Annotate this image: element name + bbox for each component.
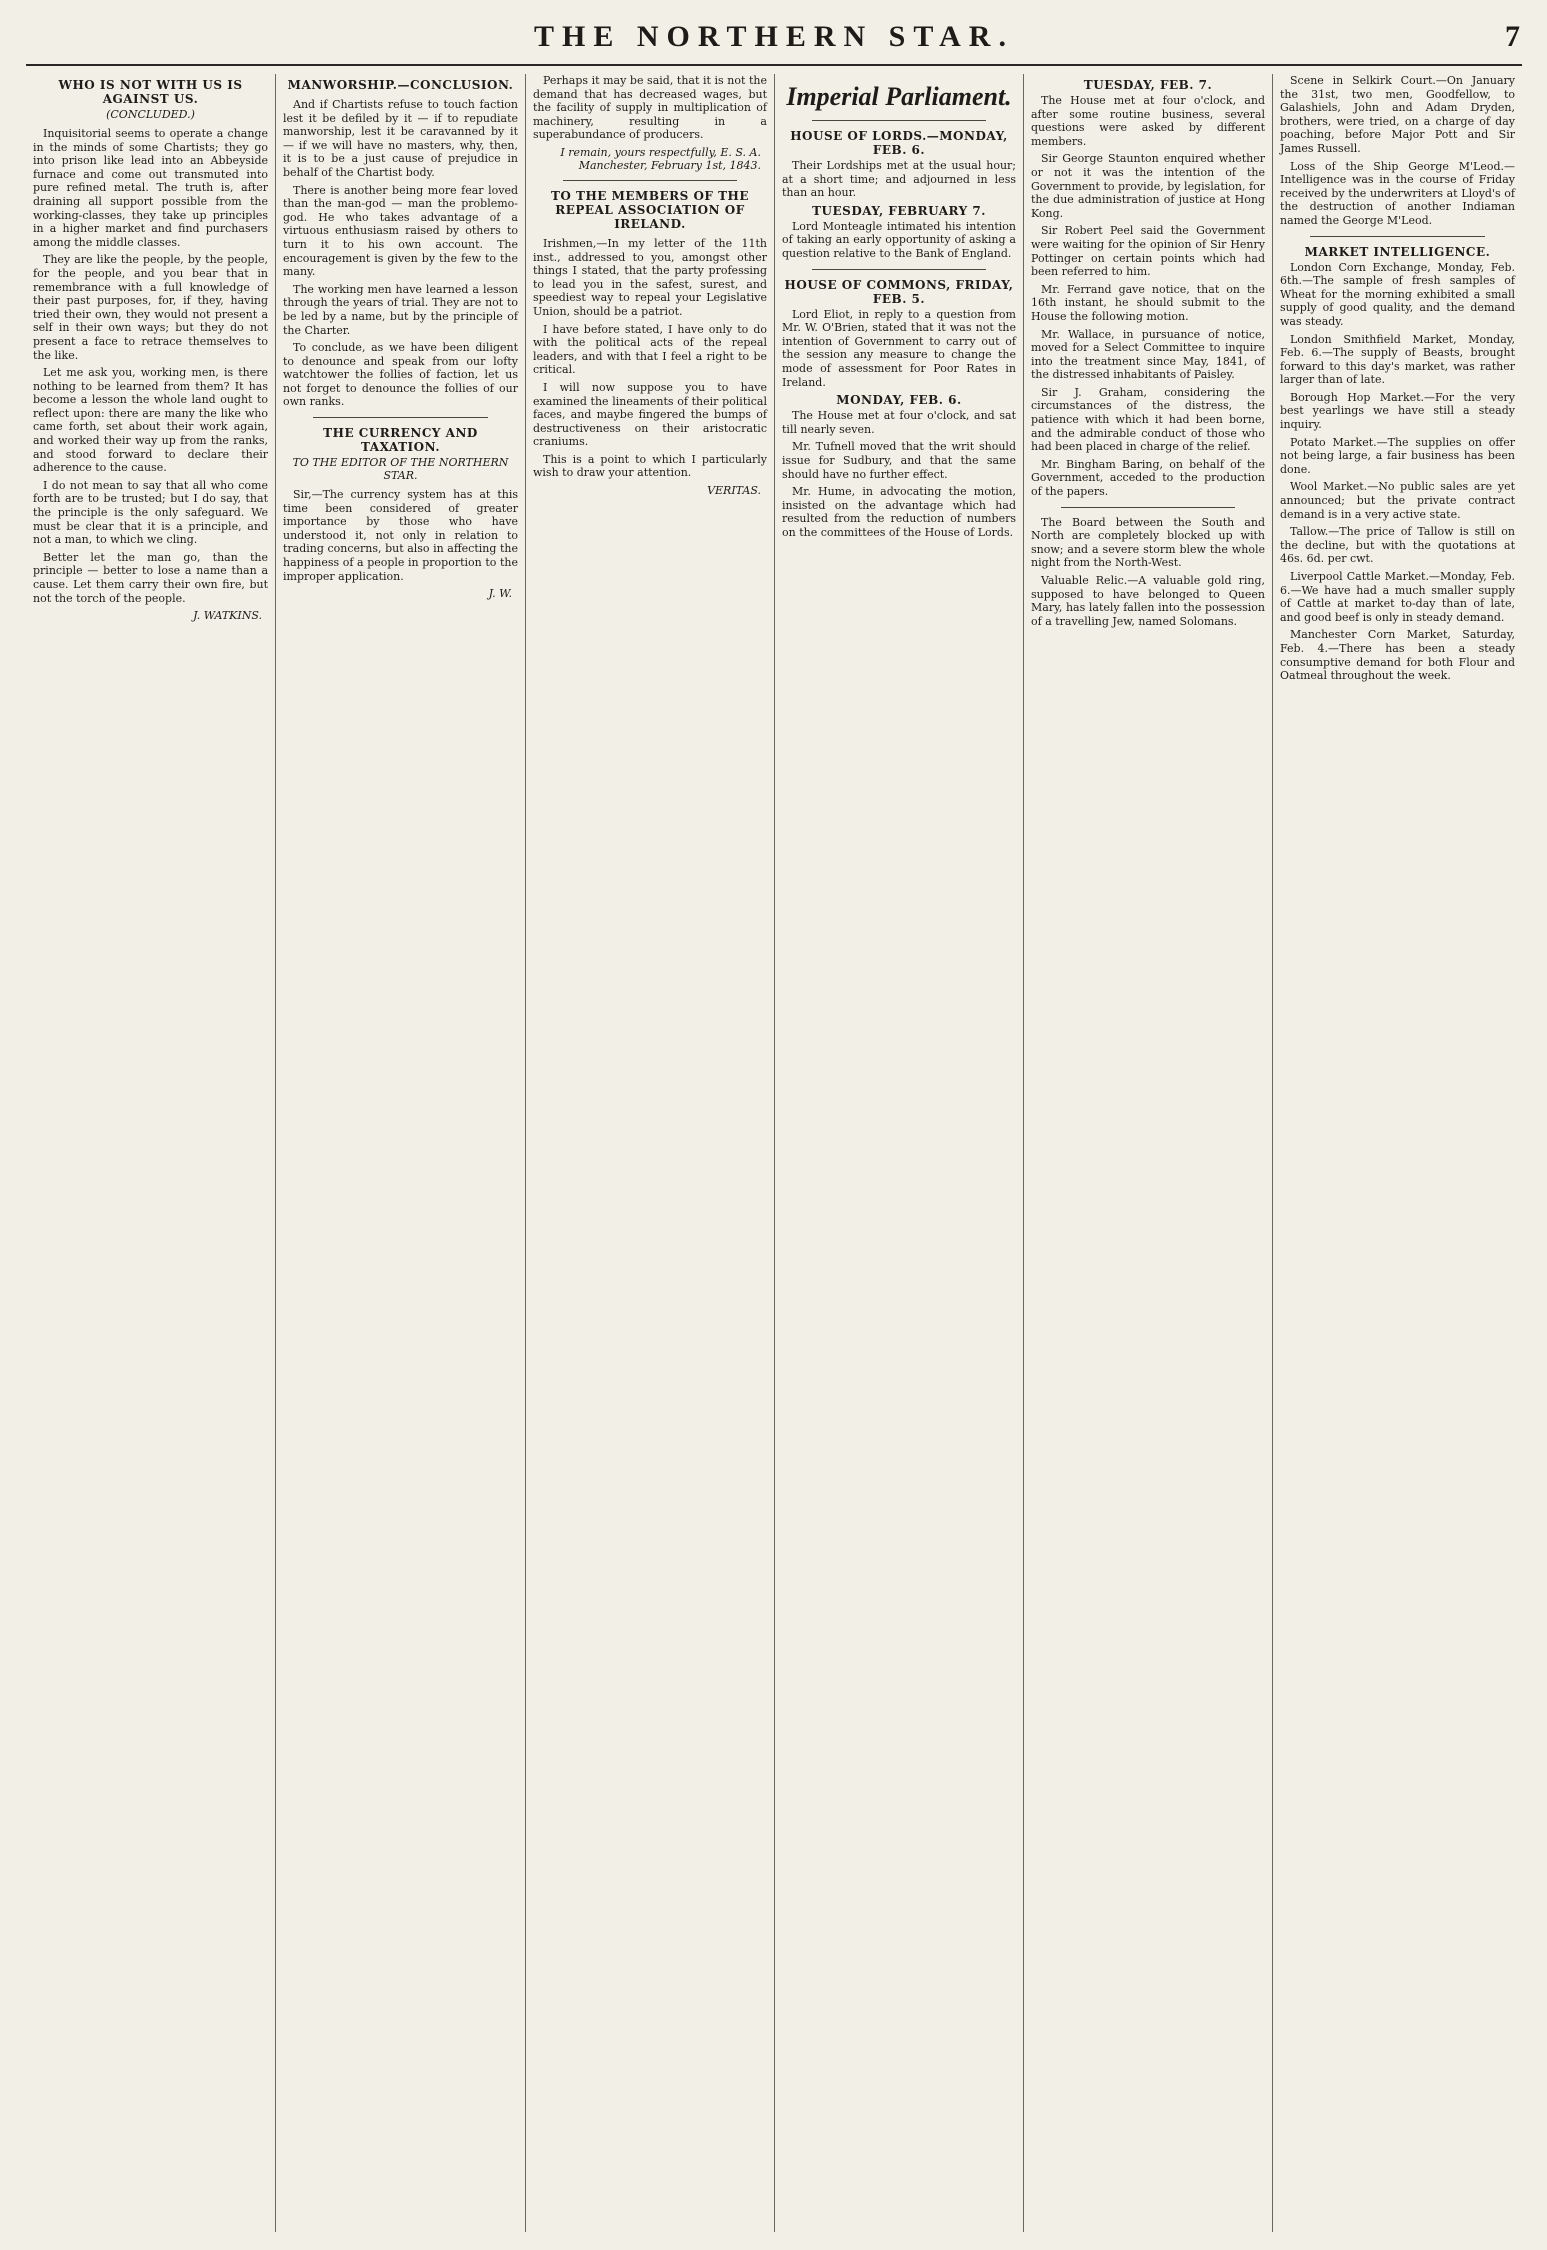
paragraph: To conclude, as we have been diligent to denounce and speak from our lofty watchtower the follies of faction, let us not forget to denounce the follies of our own ranks. [283,341,518,409]
paragraph: London Smithfield Market, Monday, Feb. 6.—The supply of Beasts, brought forward to this day's market, was rather larger than of late. [1280,332,1515,387]
paragraph: Irishmen,—In my letter of the 11th inst., addressed to you, amongst other things I stated, that the party professing to lead you in the safest, surest, and speediest way to repeal your Legislative Union, should be a patriot. [533,236,767,318]
column-6 [1273,74,1522,2232]
signature: J. WATKINS. [193,609,262,623]
paragraph: Better let the man go, than the principle — better to lose a name than a cause. Let them carry their own fire, but not the torch of the people. [33,550,268,605]
paragraph: I have before stated, I have only to do with the political acts of the repeal leaders, and with that I feel a right to be critical. [533,322,767,377]
paragraph: The Board between the South and North are completely blocked up with snow; and a severe storm blew the whole night from the North-West. [1031,515,1265,570]
paragraph: Mr. Bingham Baring, on behalf of the Government, acceded to the production of the papers. [1031,457,1265,499]
paragraph: Sir J. Graham, considering the circumstances of the distress, the patience with which it had been borne, and the admirable conduct of those who had been placed in charge of the relief. [1031,385,1265,454]
newspaper-title: THE NORTHERN STAR. [534,20,1014,53]
paragraph: Mr. Ferrand gave notice, that on the 16th instant, he should submit to the House the following motion. [1031,282,1265,323]
column-5 [1024,74,1273,2232]
divider [1310,236,1485,237]
paragraph: Borough Hop Market.—For the very best yearlings we have still a steady inquiry. [1280,390,1515,432]
divider [812,269,986,270]
section-title: HOUSE OF COMMONS, FRIDAY, FEB. 5. [784,277,1014,306]
paragraph: They are like the people, by the people, for the people, and you bear that in remembrance with a full knowledge of their past purposes, for, if they, having tried their own, they would not present a self in their own ways; but they do not present a face to retrace themselves to the like. [33,253,268,362]
newspaper-page [26,18,1522,2232]
divider [812,120,986,121]
column-4 [775,74,1024,2232]
paragraph: Perhaps it may be said, that it is not the demand that has decreased wages, but the facility of supply in multiplication of machinery, resulting in a superabundance of producers. [533,74,767,142]
paragraph: Liverpool Cattle Market.—Monday, Feb. 6.—We have had a much smaller supply of Cattle at market to-day than of late, and good beef is only in steady demand. [1280,570,1515,624]
paragraph: Tallow.—The price of Tallow is still on the decline, but with the quotations at 46s. 6d. per cwt. [1280,525,1515,566]
paragraph: This is a point to which I particularly wish to draw your attention. [533,452,767,480]
paragraph: I will now suppose you to have examined the lineaments of their political faces, and maybe fingered the bumps of destructiveness on their aristocratic craniums. [533,380,767,449]
paragraph: Wool Market.—No public sales are yet announced; but the private contract demand is in a very active state. [1280,480,1515,521]
section-title: TUESDAY, FEBRUARY 7. [812,203,986,218]
paragraph: The House met at four o'clock, and after some routine business, several questions were asked by different members. [1031,94,1265,148]
column-3-title: TO THE MEMBERS OF THE REPEAL ASSOCIATION OF IRELAND. [550,188,750,231]
paragraph: Mr. Wallace, in pursuance of notice, moved for a Select Committee to inquire into the treatment since May, 1841, of the distressed inhabitants of Paisley. [1031,327,1265,382]
column-1 [26,74,276,2232]
column-5-title: TUESDAY, FEB. 7. [1083,78,1213,92]
column-3 [526,74,775,2232]
paragraph: Lord Monteagle intimated his intention of taking an early opportunity of asking a question relative to the Bank of England. [782,219,1016,260]
signature: VERITAS. [707,484,761,498]
section-title: THE CURRENCY AND TAXATION. [323,426,478,455]
column-2 [276,74,526,2232]
paragraph: And if Chartists refuse to touch faction lest it be defiled by it — if to repudiate manworship, lest it be caravanned by it — if we will have no masters, why, then, it is to be a just cause of prejudice in behalf of the Chartist body. [283,98,518,179]
paragraph: Manchester Corn Market, Saturday, Feb. 4.—There has been a steady consumptive demand for both Flour and Oatmeal throughout the week. [1280,628,1515,683]
divider [1061,507,1235,508]
paragraph: Loss of the Ship George M'Leod.—Intelligence was in the course of Friday received by the underwriters at Lloyd's of the destruction of another Indiaman named the George M'Leod. [1280,159,1515,227]
column-1-subtitle: (CONCLUDED.) [106,108,195,121]
paragraph: There is another being more fear loved than the man-god — man the problemo-god. He who takes advantage of a virtuous enthusiasm raised by others to turn it to his own account. The encouragement is given by the few to the many. [283,183,518,279]
divider [563,180,737,181]
signature: J. W. [488,587,512,601]
paragraph: Sir Robert Peel said the Government were waiting for the opinion of Sir Henry Pottinger on certain points which had been referred to him. [1031,224,1265,279]
divider [313,417,488,418]
section-title: HOUSE OF LORDS.—MONDAY, FEB. 6. [790,129,1008,157]
paragraph: Inquisitorial seems to operate a change in the minds of some Chartists; they go into prison like lead into an Abbeyside furnace and come out transmuted into pure refined metal. The truth is, after draining all support possible from the working-classes, they take up principles in a higher market and find purchasers among the middle classes. [33,127,268,249]
paragraph: Mr. Hume, in advocating the motion, insisted on the advantage which had resulted from the reduction of numbers on the committees of the House of Lords. [782,485,1016,539]
paragraph: I do not mean to say that all who come forth are to be trusted; but I do say, that the principle is the only safeguard. We must be clear that it is a principle, and not a man, to which we cling. [33,478,268,547]
masthead [26,18,1522,66]
paragraph: Sir George Staunton enquired whether or not it was the intention of the Government to provide, by legislation, for the due administration of justice at Hong Kong. [1031,152,1265,220]
section-subtitle: TO THE EDITOR OF THE NORTHERN STAR. [292,456,509,483]
paragraph: Potato Market.—The supplies on offer not being large, a fair business has been done. [1280,435,1515,476]
paragraph: The working men have learned a lesson through the years of trial. They are not to be led by a name, but by the principle of the Charter. [283,282,518,337]
signature: I remain, yours respectfully, E. S. A. Manchester, February 1st, 1843. [560,145,761,172]
paragraph: Lord Eliot, in reply to a question from Mr. W. O'Brien, stated that it was not the intention of Government to carry out of the session any measure to change the mode of assessment for Poor Rates in Ireland. [782,307,1016,389]
paragraph: Sir,—The currency system has at this time been considered of greater importance by those who have understood it, not only in relation to trading concerns, but also in affecting the happiness of a people in proportion to the improper application. [283,488,518,583]
imperial-parliament-heading: Imperial Parliament. [786,82,1012,111]
paragraph: The House met at four o'clock, and sat till nearly seven. [782,409,1016,436]
section-title: MONDAY, FEB. 6. [836,393,962,408]
columns [26,74,1522,2232]
page-number: 7 [1505,20,1520,53]
paragraph: Scene in Selkirk Court.—On January the 31st, two men, Goodfellow, to Galashiels, John and Adam Dryden, brothers, were tried, on a charge of day poaching, before Major Pott and Sir James Russell. [1280,74,1515,155]
paragraph: London Corn Exchange, Monday, Feb. 6th.—The sample of fresh samples of Wheat for the morning exhibited a small supply of good quality, and the demand was steady. [1280,260,1515,328]
column-6-title: MARKET INTELLIGENCE. [1304,244,1491,259]
paragraph: Their Lordships met at the usual hour; at a short time; and adjourned in less than an hour. [782,159,1016,200]
column-1-title: WHO IS NOT WITH US IS AGAINST US. [58,78,243,106]
paragraph: Let me ask you, working men, is there nothing to be learned from them? It has become a lesson the whole land ought to reflect upon: there are many the like who came forth, set about their work again, and worked their way up from the ranks, and stood forward to declare their adherence to the cause. [33,366,268,475]
column-2-title: MANWORSHIP.—CONCLUSION. [287,78,514,92]
paragraph: Valuable Relic.—A valuable gold ring, supposed to have belonged to Queen Mary, has lately fallen into the possession of a travelling Jew, named Solomans. [1031,574,1265,628]
paragraph: Mr. Tufnell moved that the writ should issue for Sudbury, and that the same should have no further effect. [782,440,1016,481]
